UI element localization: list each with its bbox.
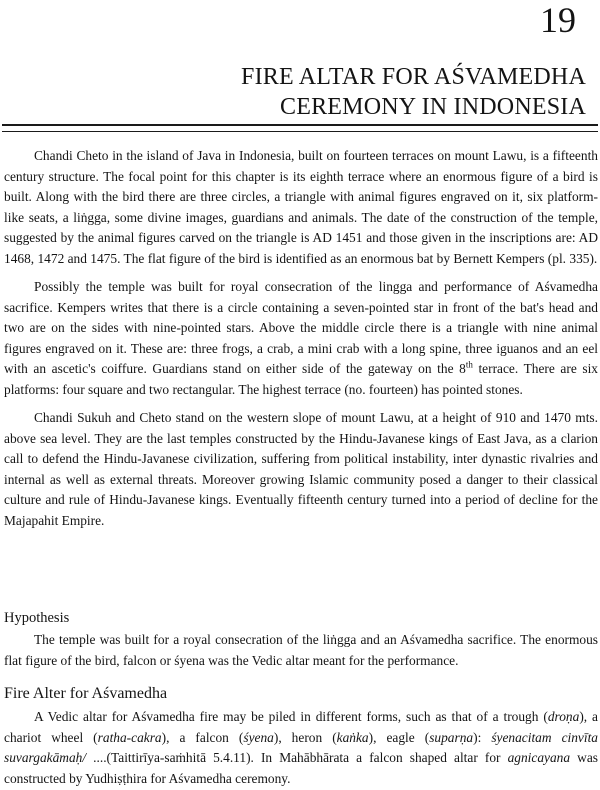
chapter-title [186, 62, 586, 122]
ordinal-suffix: th [465, 359, 473, 370]
paragraph-2 [4, 277, 598, 400]
italic-term: śyena [243, 729, 274, 745]
chapter-title-line-2: CEREMONY IN INDONESIA [280, 94, 586, 120]
text-run: was constructed by Yudhiṣṭhira for Aśvamedha ceremony. [4, 750, 598, 786]
text-run: ), a falcon ( [161, 729, 244, 745]
chapter-title-line-1: FIRE ALTAR FOR AŚVAMEDHA [241, 64, 586, 90]
italic-term: ratha-cakra [97, 729, 162, 745]
hypothesis-text-block [4, 630, 598, 671]
text-run: ), a chariot wheel ( [4, 709, 598, 745]
text-run: ): [473, 729, 492, 745]
text-run: ....(Taittirīya-saṁhitā 5.4.11). In Mahābhārata a falcon shaped altar for [86, 750, 508, 765]
body-text [4, 146, 598, 531]
fire-altar-text-block [4, 707, 598, 789]
italic-term: śyenacitam cinvīta suvargakāmaḥ/ [4, 729, 599, 765]
text-run: ), eagle ( [368, 729, 430, 745]
fire-altar-heading: Fire Alter for Aśvamedha [4, 685, 168, 702]
chapter-number: 19 [540, 0, 576, 40]
title-rule [2, 124, 598, 132]
paragraph-1: Chandi Cheto in the island of Java in Indonesia, built on fourteen terraces on mount Lawu, is a fifteenth century structure. The focal point for this chapter is its eighth terrace where an enormous figure of a bird is built. Along with the bird there are three circles, a triangle with animal figures engraved on it, six platform-like seats, a liṅgga, some divine images, guardians and animals. The date of the construction of the temple, suggested by the animal figures carved on the triangle is AD 1451 and those given in the inscriptions are: AD 1468, 1472 and 1475. The flat figure of the bird is identified as an enormous bat by Bernett Kempers (pl. 335). [4, 148, 598, 266]
italic-term: suparṇa [429, 729, 474, 745]
hypothesis-paragraph: The temple was built for a royal consecration of the liṅgga and an Aśvamedha sacrifice. The enormous flat figure of the bird, falcon or śyena was the Vedic altar meant for the performance. [4, 632, 598, 668]
paragraph-2-part-2: terrace. There are six platforms: four square and two rectangular. The highest terrace (no. fourteen) has pointed stones. [4, 361, 598, 397]
italic-term: kaṅka [336, 729, 369, 745]
italic-term: droṇa [547, 709, 580, 724]
hypothesis-heading: Hypothesis [4, 610, 70, 626]
italic-term: agnicayana [507, 750, 571, 765]
text-run: ), heron ( [273, 729, 337, 745]
text-run: A Vedic altar for Aśvamedha fire may be piled in different forms, such as that of a trough ( [34, 709, 548, 724]
paragraph-3: Chandi Sukuh and Cheto stand on the western slope of mount Lawu, at a height of 910 and 1470 mts. above sea level. They are the last temples constructed by the Hindu-Javanese kings of East Java, as a clarion call to defend the Hindu-Javanese civilization, suffering from political instability, inter dynastic rivalries and internal as well as external threats. Moreover growing Islamic community posed a danger to their classical culture and rule of Hindu-Javanese kings. Eventually fifteenth century turned into a period of decline for the Majapahit Empire. [4, 410, 598, 528]
fire-altar-paragraph [4, 707, 598, 789]
paragraph-2-part-1: Possibly the temple was built for royal consecration of the lingga and performance of Aśvamedha sacrifice. Kempers writes that there is a circle containing a seven-pointed star in front of the bat's head and two are on the sides with nine-pointed stars. Above the middle circle there is a triangle with nine animal figures engraved on it. These are: three frogs, a crab, a mini crab with a long spine, three iguanos and an eel with an ascetic's coiffure. Guardians stand on either side of the gateway on the 8 [4, 279, 598, 376]
